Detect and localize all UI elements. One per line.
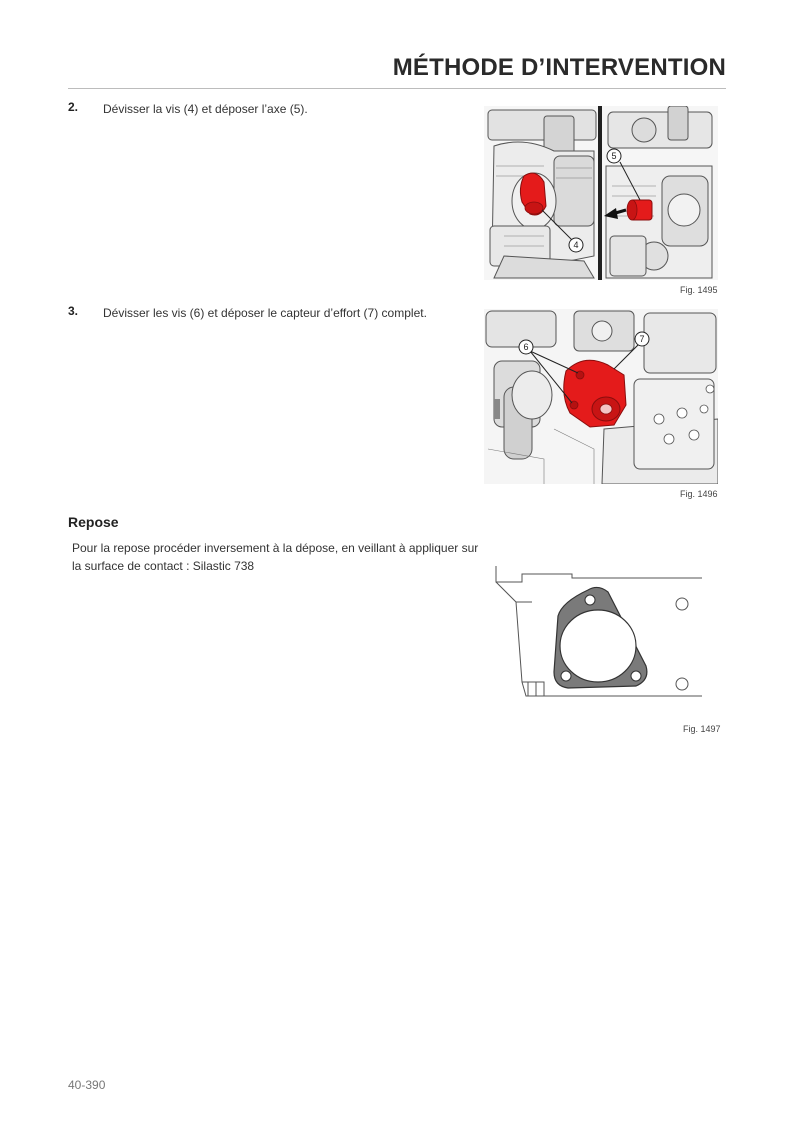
axle-5-highlight bbox=[627, 200, 652, 220]
header-divider bbox=[68, 88, 726, 89]
page-number: 40-390 bbox=[68, 1078, 106, 1092]
step-2-text: Dévisser la vis (4) et déposer l’axe (5). bbox=[103, 102, 308, 116]
figure-1495-illustration bbox=[484, 106, 718, 280]
step-2-number: 2. bbox=[68, 100, 79, 114]
contact-surface-gasket bbox=[554, 587, 647, 688]
callout-4: 4 bbox=[573, 240, 579, 250]
callout-7: 7 bbox=[639, 334, 645, 344]
page-title: MÉTHODE D’INTERVENTION bbox=[392, 54, 726, 81]
reassembly-text: Pour la repose procéder inversement à la dépose, en veillant à appliquer sur la surface de contact : Silastic 738 bbox=[72, 541, 479, 573]
figure-1497-illustration bbox=[492, 562, 704, 700]
figure-1495-caption: Fig. 1495 bbox=[680, 285, 718, 295]
callout-5: 5 bbox=[611, 151, 617, 161]
step-3-text: Dévisser les vis (6) et déposer le capteur d’effort (7) complet. bbox=[103, 306, 427, 320]
callout-6: 6 bbox=[523, 342, 529, 352]
reassembly-heading: Repose bbox=[68, 514, 119, 530]
figure-1496-caption: Fig. 1496 bbox=[680, 489, 718, 499]
figure-1497-caption: Fig. 1497 bbox=[683, 724, 721, 734]
step-3-number: 3. bbox=[68, 304, 79, 318]
figure-1496-illustration bbox=[484, 309, 718, 484]
